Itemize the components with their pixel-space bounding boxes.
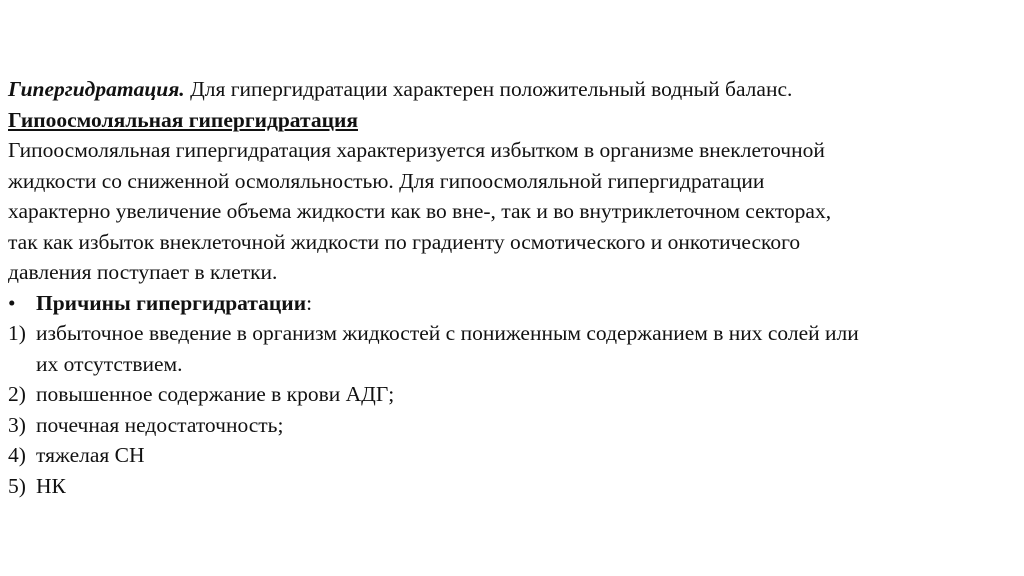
list-item: [8, 410, 1020, 441]
section-line: так как избыток внеклеточной жидкости по градиенту осмотического и онкотического: [8, 229, 801, 254]
slide-content: [8, 74, 1020, 501]
causes-heading: [8, 288, 1020, 319]
bullet-icon: •: [8, 290, 16, 315]
intro-term: Гипергидратация.: [8, 77, 185, 101]
list-item-number: 5): [8, 473, 26, 498]
section-line: давления поступает в клетки.: [8, 260, 278, 284]
list-item-number: 2): [8, 382, 26, 406]
section-line: характерно увеличение объема жидкости как во вне-, так и во внутриклеточном секторах,: [8, 199, 832, 223]
section-line: жидкости со сниженной осмоляльностью. Для гипоосмоляльной гипергидратации: [8, 168, 765, 193]
causes-title: Причины гипергидратации: [36, 290, 307, 315]
list-item: [8, 440, 1020, 471]
section-line: Гипоосмоляльная гипергидратация характеризуется избытком в организме внеклеточной: [8, 138, 825, 162]
list-item-text: их отсутствием.: [36, 351, 183, 376]
list-item-number: 3): [8, 412, 26, 437]
list-item-text: почечная недостаточность;: [36, 412, 284, 437]
list-item: [8, 318, 1020, 379]
intro-text: Для гипергидратации характерен положительный водный баланс.: [184, 77, 793, 101]
list-item: [8, 379, 1020, 410]
section-heading: Гипоосмоляльная гипергидратация: [8, 107, 358, 132]
list-item-number: 1): [8, 321, 26, 345]
list-item-text: избыточное введение в организм жидкостей с пониженным содержанием в них солей или: [36, 321, 859, 345]
list-item: [8, 471, 1020, 502]
intro-paragraph: [8, 74, 1020, 105]
list-item-text: НК: [36, 473, 66, 498]
list-item-text: тяжелая СН: [36, 443, 145, 467]
list-item-number: 4): [8, 443, 26, 467]
causes-colon: :: [306, 290, 313, 315]
list-item-text: повышенное содержание в крови АДГ;: [36, 382, 395, 406]
